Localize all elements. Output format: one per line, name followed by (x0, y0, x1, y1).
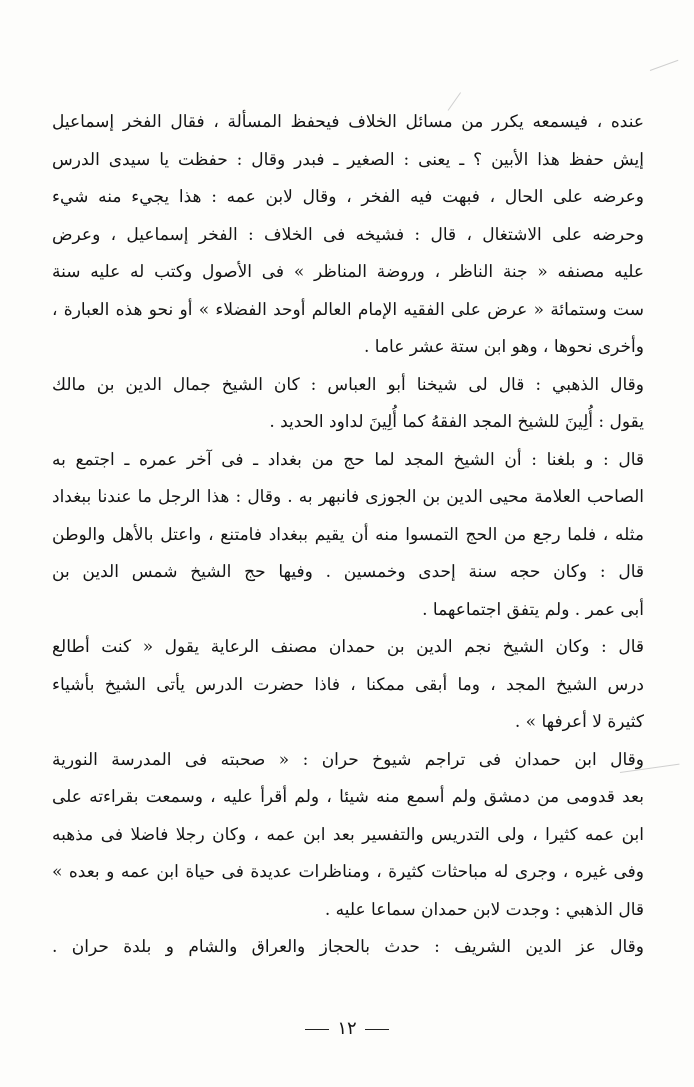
text-line: قال : وكان الشيخ نجم الدين بن حمدان مصنف الرعاية يقول « كنت أطالع (52, 637, 644, 657)
text-line: عنده ، فيسمعه يكرر من مسائل الخلاف فيحفظ المسألة ، فقال الفخر إسماعيل (52, 112, 644, 132)
text-line: قال الذهبي : وجدت لابن حمدان سماعا عليه . (324, 899, 644, 920)
text-line: ست وستمائة « عرض على الفقيه الإمام العالم أوحد الفضلاء » أو نحو هذه العبارة ، (52, 299, 644, 320)
text-line: مثله ، فلما رجع من الحج التمسوا منه أن يقيم ببغداد فامتنع ، واعتل بالأهل والوطن (52, 524, 644, 545)
text-line: ابن عمه كثيرا ، ولى التدريس والتفسير بعد ابن عمه ، وكان رجلا فاضلا فى مذهبه (52, 824, 644, 845)
footer-dash (365, 1029, 389, 1030)
text-line: يقول : أُلِينَ للشيخ المجد الفقهُ كما أُلِينَ لداود الحديد . (269, 412, 644, 432)
text-line: وقال ابن حمدان فى تراجم شيوخ حران : « صحبته فى المدرسة النورية (52, 749, 644, 770)
text-line: كثيرة لا أعرفها » . (514, 712, 644, 732)
text-line: إيش حفظ هذا الأبين ؟ ـ يعنى : الصغير ـ فبدر وقال : حفظت يا سيدى الدرس (52, 149, 644, 170)
text-line: وأخرى نحوها ، وهو ابن ستة عشر عاما . (363, 337, 644, 357)
text-line: وقال الذهبي : قال لى شيخنا أبو العباس : كان الشيخ جمال الدين بن مالك (52, 374, 644, 395)
text-line: وقال عز الدين الشريف : حدث بالحجاز والعراق والشام و بلدة حران . (52, 937, 644, 957)
footer-dash (305, 1029, 329, 1030)
text-line: عليه مصنفه « جنة الناظر ، وروضة المناظر » فى الأصول وكتب له عليه سنة (52, 262, 644, 282)
text-line: أبى عمر . ولم يتفق اجتماعهما . (422, 599, 644, 620)
text-line: قال : و بلغنا : أن الشيخ المجد لما حج من بغداد ـ فى آخر عمره ـ اجتمع به (52, 449, 644, 470)
text-line: الصاحب العلامة محيى الدين بن الجوزى فانبهر به . وقال : هذا الرجل ما عندنا ببغداد (52, 487, 644, 507)
text-line: وفى غيره ، وجرى له مباحثات كثيرة ، ومناظرات عديدة فى حياة ابن عمه و بعده » (52, 862, 644, 882)
text-line: وعرضه على الحال ، فبهت فيه الفخر ، وقال لابن عمه : هذا يجيء منه شيء (52, 187, 644, 207)
scan-mark (650, 60, 679, 71)
body-text (52, 104, 644, 967)
page-footer (0, 1018, 694, 1039)
text-line: قال : وكان حجه سنة إحدى وخمسين . وفيها حج الشيخ شمس الدين بن (52, 562, 644, 582)
text-line: درس الشيخ المجد ، وما أبقى ممكنا ، فاذا حضرت الدرس يأتى الشيخ بأشياء (52, 674, 644, 695)
page-number: ١٢ (337, 1018, 357, 1039)
text-line: بعد قدومى من دمشق ولم أسمع منه شيئا ، ولم أقرأ عليه ، وسمعت بقراءته على (52, 787, 644, 807)
text-line: وحرضه على الاشتغال ، قال : فشيخه فى الخلاف : الفخر إسماعيل ، وعرض (52, 224, 644, 245)
